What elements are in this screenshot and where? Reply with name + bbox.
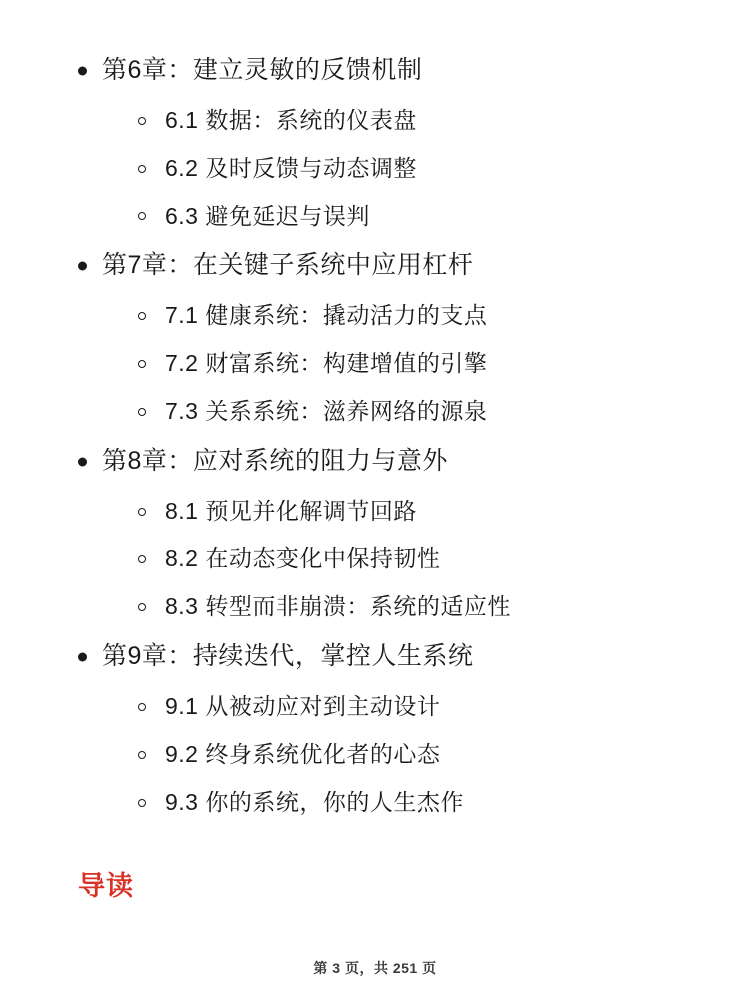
chapter-sections [60,692,690,818]
toc-section[interactable] [60,497,690,527]
toc-section[interactable] [60,592,690,622]
chapter-sections [60,497,690,623]
chapter-sections [60,301,690,427]
bullet-hollow-icon [138,212,146,220]
toc-section[interactable] [60,740,690,770]
chapter-sections [60,106,690,232]
section-title-text: 6.2 及时反馈与动态调整 [165,154,417,181]
toc-section[interactable] [60,397,690,427]
bullet-hollow-icon [138,117,146,125]
chapter-title[interactable] [60,249,690,283]
bullet-hollow-icon [138,165,146,173]
section-title-text: 6.3 避免延迟与误判 [165,202,370,229]
chapter-title-text: 第8章：应对系统的阻力与意外 [102,446,448,475]
chapter-title[interactable] [60,445,690,479]
bullet-hollow-icon [138,408,146,416]
bullet-hollow-icon [138,703,146,711]
toc-section[interactable] [60,106,690,136]
toc-section[interactable] [60,692,690,722]
bullet-filled-icon [78,66,87,75]
section-heading-block [60,864,690,903]
bullet-filled-icon [78,457,87,466]
toc-section[interactable] [60,202,690,232]
toc-section[interactable] [60,301,690,331]
bullet-hollow-icon [138,555,146,563]
bullet-hollow-icon [138,751,146,759]
section-title-text: 8.3 转型而非崩溃：系统的适应性 [165,593,511,620]
toc-section[interactable] [60,544,690,574]
chapter-title[interactable] [60,640,690,674]
bullet-hollow-icon [138,603,146,611]
toc-chapter [60,249,690,426]
toc-section[interactable] [60,349,690,379]
page-footer: 第 3 页，共 251 页 [313,960,437,976]
toc-chapter [60,445,690,622]
chapter-title[interactable] [60,54,690,88]
bullet-filled-icon [78,262,87,271]
toc-section[interactable] [60,788,690,818]
chapter-title-text: 第7章：在关键子系统中应用杠杆 [102,251,474,280]
section-title-text: 7.1 健康系统：撬动活力的支点 [165,302,488,329]
section-title-text: 7.3 关系系统：滋养网络的源泉 [165,397,488,424]
bullet-hollow-icon [138,508,146,516]
toc-section[interactable] [60,154,690,184]
page-title: 导读 [78,870,134,901]
chapter-title-text: 第6章：建立灵敏的反馈机制 [102,56,423,84]
bullet-hollow-icon [138,360,146,368]
section-title-text: 7.2 财富系统：构建增值的引擎 [165,350,488,377]
section-title-text: 8.1 预见并化解调节回路 [165,497,417,524]
toc-chapter [60,640,690,817]
toc-chapter [60,54,690,231]
chapter-title-text: 第9章：持续迭代，掌控人生系统 [102,642,474,671]
bullet-hollow-icon [138,799,146,807]
section-title-text: 9.3 你的系统，你的人生杰作 [165,788,464,815]
section-title-text: 9.2 终身系统优化者的心态 [165,740,441,767]
section-title-text: 6.1 数据：系统的仪表盘 [165,106,417,133]
table-of-contents [60,54,690,818]
bullet-hollow-icon [138,312,146,320]
bullet-filled-icon [78,653,87,662]
section-title-text: 8.2 在动态变化中保持韧性 [165,545,441,572]
section-title-text: 9.1 从被动应对到主动设计 [165,693,441,720]
